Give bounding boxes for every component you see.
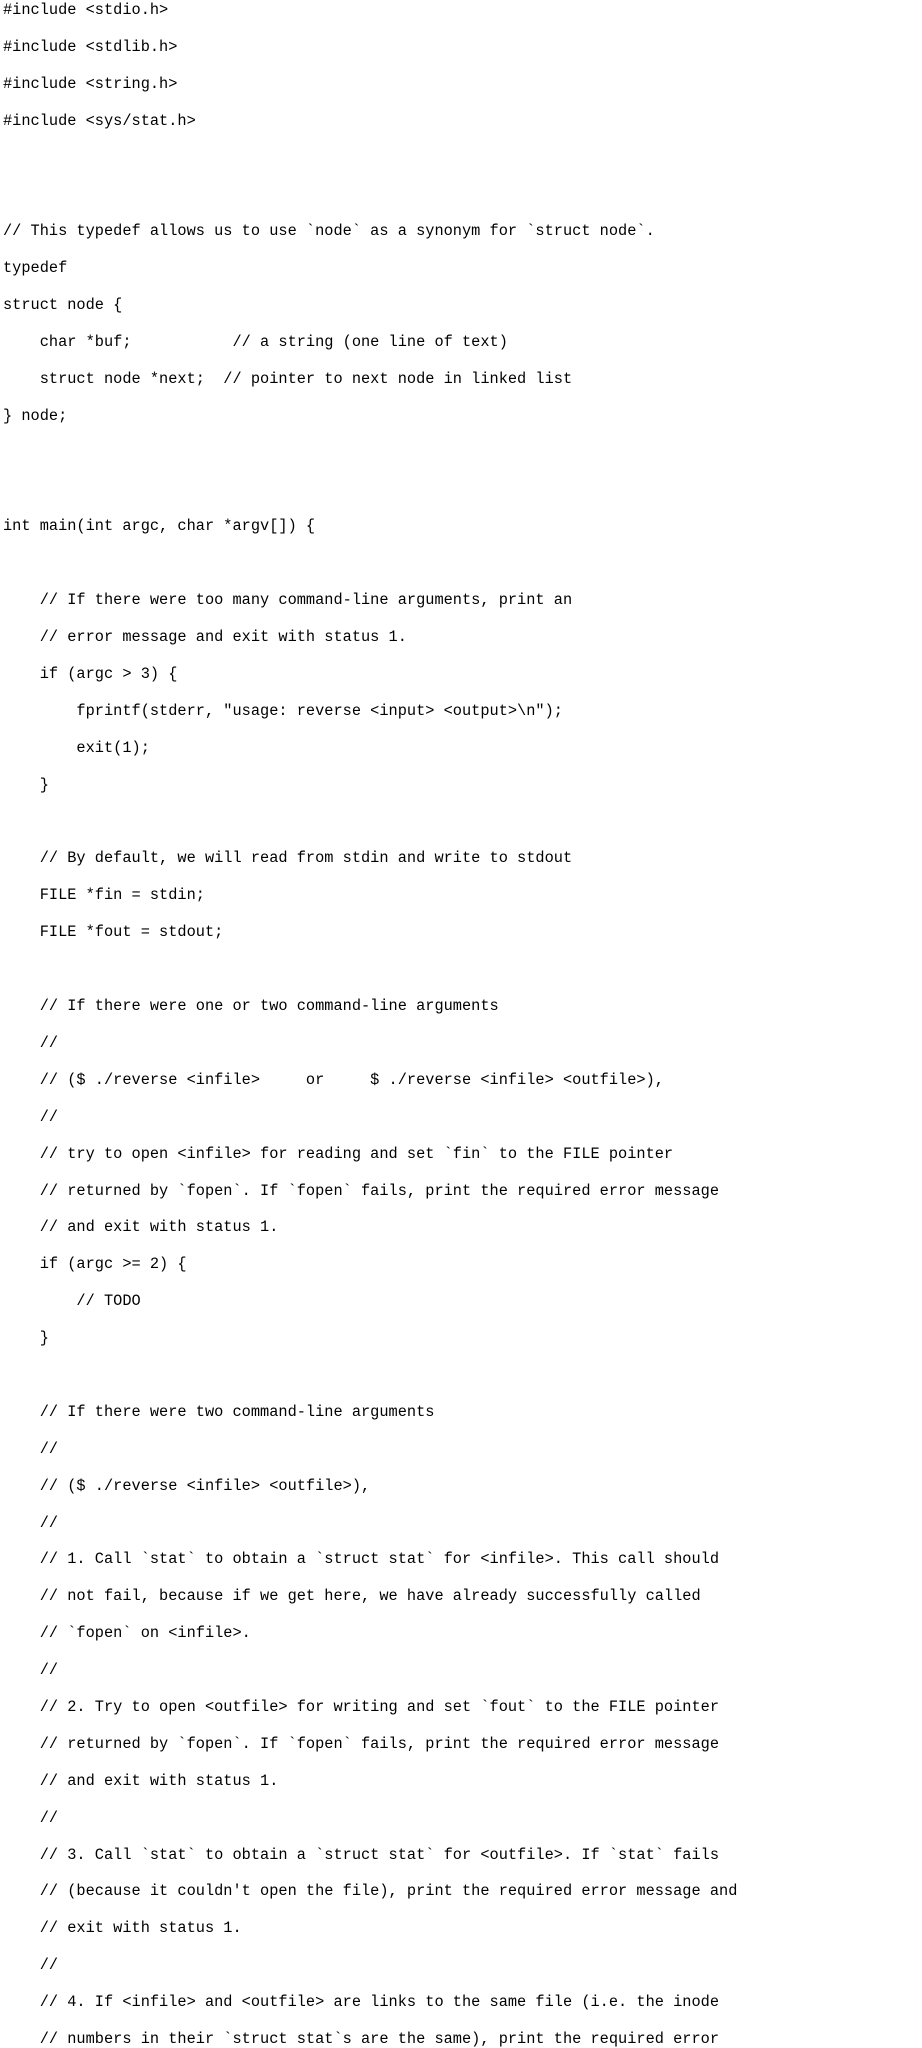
code-line <box>3 444 737 462</box>
code-line: // <box>3 1439 59 1458</box>
code-line: struct node { <box>3 296 123 315</box>
code-line: FILE *fin = stdin; <box>3 886 205 905</box>
code-line: // 3. Call `stat` to obtain a `struct stat` for <outfile>. If `stat` fails <box>3 1845 720 1864</box>
code-line: // If there were one or two command-line arguments <box>3 997 499 1016</box>
code-line: } node; <box>3 406 68 425</box>
code-line: // `fopen` on <infile>. <box>3 1624 251 1643</box>
code-line: // ($ ./reverse <infile> <outfile>), <box>3 1476 371 1495</box>
code-line: fprintf(stderr, "usage: reverse <input> <output>\n"); <box>3 701 563 720</box>
code-line: // <box>3 1107 59 1126</box>
code-line: // numbers in their `struct stat`s are the same), print the required error <box>3 2029 720 2048</box>
code-line: typedef <box>3 259 68 278</box>
code-line: // returned by `fopen`. If `fopen` fails, print the required error message <box>3 1181 720 1200</box>
code-line: // error message and exit with status 1. <box>3 628 407 647</box>
code-line: #include <stdlib.h> <box>3 37 178 56</box>
code-line: // 2. Try to open <outfile> for writing and set `fout` to the FILE pointer <box>3 1697 720 1716</box>
code-line: // This typedef allows us to use `node` as a synonym for `struct node`. <box>3 222 655 241</box>
code-line <box>3 1366 737 1384</box>
code-line: // not fail, because if we get here, we have already successfully called <box>3 1587 701 1606</box>
code-line: } <box>3 1329 49 1348</box>
code-line: // 1. Call `stat` to obtain a `struct stat` for <infile>. This call should <box>3 1550 720 1569</box>
code-line: // <box>3 1513 59 1532</box>
code-line: // ($ ./reverse <infile> or $ ./reverse <infile> <outfile>), <box>3 1070 664 1089</box>
code-line: // 4. If <infile> and <outfile> are links to the same file (i.e. the inode <box>3 1993 720 2012</box>
code-line <box>3 960 737 978</box>
code-line: #include <stdio.h> <box>3 1 169 19</box>
code-line: // try to open <infile> for reading and set `fin` to the FILE pointer <box>3 1144 674 1163</box>
code-line: // TODO <box>3 1292 141 1311</box>
code-line <box>3 554 737 572</box>
code-line: int main(int argc, char *argv[]) { <box>3 517 316 536</box>
code-line: #include <string.h> <box>3 74 178 93</box>
code-line: struct node *next; // pointer to next node in linked list <box>3 369 573 388</box>
code-line: // If there were too many command-line arguments, print an <box>3 591 573 610</box>
code-line: exit(1); <box>3 738 150 757</box>
code-line <box>3 149 737 167</box>
code-line: // <box>3 1033 59 1052</box>
code-line: // By default, we will read from stdin and write to stdout <box>3 849 573 868</box>
code-line: if (argc > 3) { <box>3 665 178 684</box>
code-listing <box>3 1 737 2048</box>
code-line: // and exit with status 1. <box>3 1218 279 1237</box>
code-line: FILE *fout = stdout; <box>3 923 224 942</box>
code-line: // returned by `fopen`. If `fopen` fails, print the required error message <box>3 1734 720 1753</box>
code-line <box>3 481 737 499</box>
code-line: } <box>3 775 49 794</box>
code-line: #include <sys/stat.h> <box>3 111 196 130</box>
code-line <box>3 813 737 831</box>
code-line: // <box>3 1956 59 1975</box>
code-line: // If there were two command-line arguments <box>3 1402 435 1421</box>
code-line: if (argc >= 2) { <box>3 1255 187 1274</box>
code-line <box>3 185 737 203</box>
code-line: // <box>3 1808 59 1827</box>
code-line: // and exit with status 1. <box>3 1771 279 1790</box>
code-line: char *buf; // a string (one line of text) <box>3 333 508 352</box>
code-line: // exit with status 1. <box>3 1919 242 1938</box>
code-line: // <box>3 1661 59 1680</box>
code-line: // (because it couldn't open the file), print the required error message and <box>3 1882 738 1901</box>
